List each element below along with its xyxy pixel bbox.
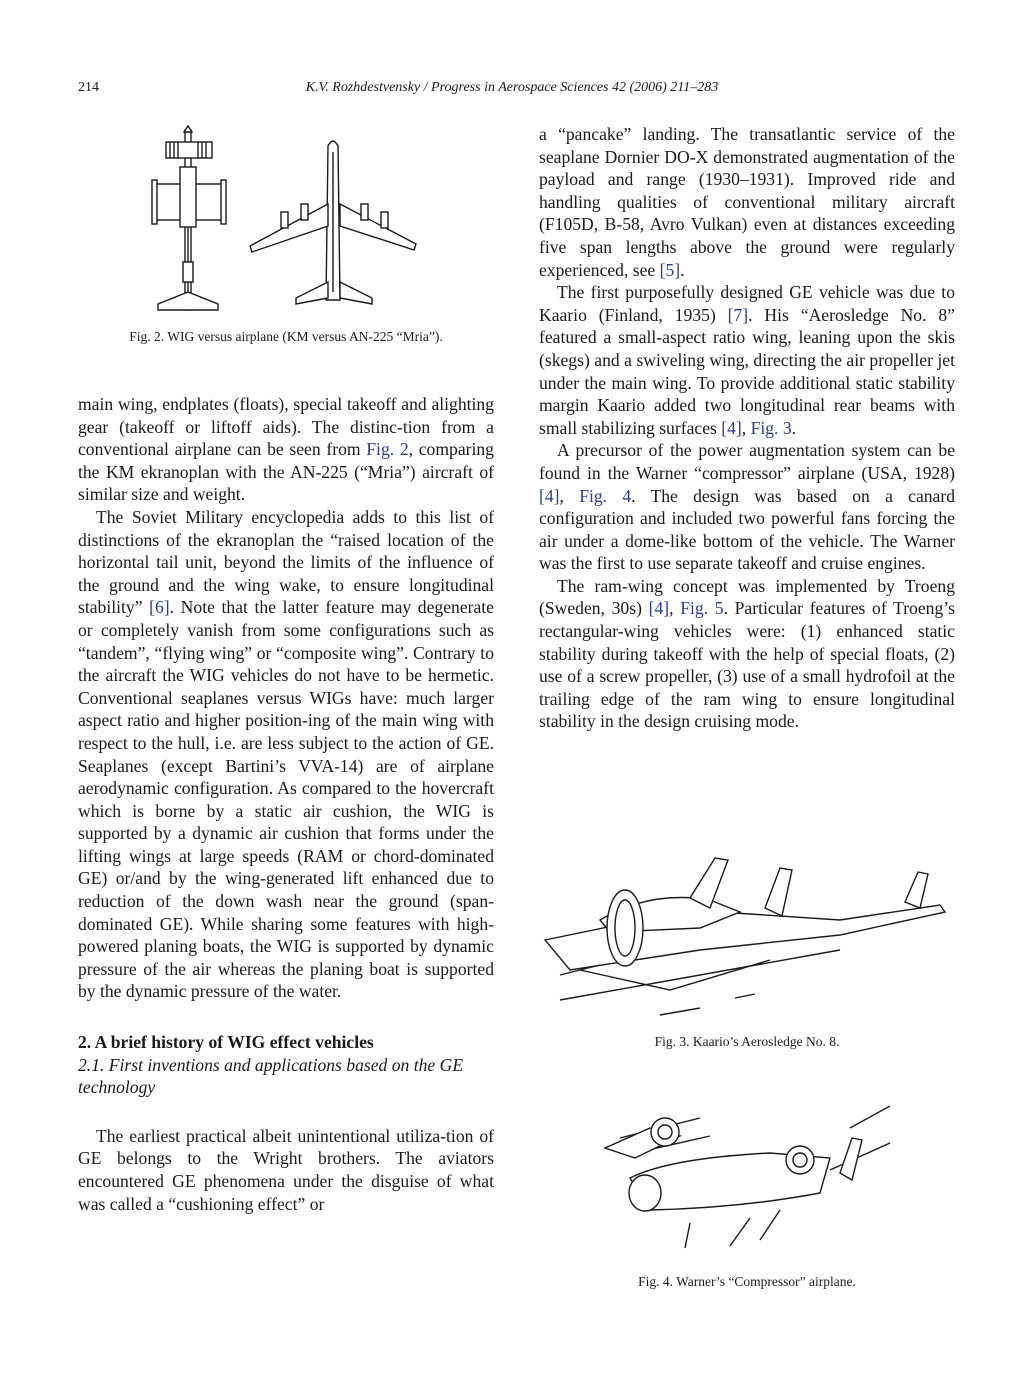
running-title: K.V. Rozhdestvensky / Progress in Aerospace Sciences 42 (2006) 211–283 xyxy=(305,80,719,95)
paragraph: The first purposefully designed GE vehicle was due to Kaario (Finland, 1935) [7]. His “Aerosledge No. 8” featured a small-aspect ratio wing, leaning upon the skis (skegs) and a swiveling wing, directing the air propeller jet under the main wing. To provide additional static stability margin Kaario added two longitudinal rear beams with small stabilizing surfaces [4], Fig. 3. xyxy=(539,282,955,438)
paragraph: The Soviet Military encyclopedia adds to this list of distinctions of the ekranoplan the “raised location of the horizontal tail unit, beyond the limits of the influence of the ground and the wing wake, to ensure longitudinal stability” [6]. Note that the latter feature may degenerate or completely vanish from some configurations such as “tandem”, “flying wing” or “composite wing”. Contrary to the aircraft the WIG vehicles do not have to be hermetic. Conventional seaplanes versus WIGs have: much larger aspect ratio and higher position-ing of the main wing with respect to the hull, i.e. are less subject to the action of GE. Seaplanes (except Bartini’s VVA-14) are of airplane aerodynamic configuration. As compared to the hovercraft which is borne by a static air cushion, the WIG is supported by a dynamic air cushion that forms under the lifting wings at large speeds (RAM or chord-dominated GE) or/and by the wing-generated lift enhanced due to reduction of the down wash near the ground (span-dominated GE). While sharing some features with high-powered planing boats, the WIG is supported by dynamic pressure of the air whereas the planing boat is supported by the dynamic pressure of the water. xyxy=(78,506,494,1002)
citation-4-link[interactable]: [4] xyxy=(648,598,670,619)
ekranoplan-km-drawing xyxy=(152,126,226,310)
fig-5-link[interactable]: Fig. 5 xyxy=(680,598,724,619)
figure-2-drawing xyxy=(150,122,440,312)
an-225-drawing xyxy=(250,141,416,304)
page-number: 214 xyxy=(78,80,99,95)
left-column xyxy=(78,393,494,1215)
fig-4-link[interactable]: Fig. 4 xyxy=(579,485,632,506)
fig-3-link[interactable]: Fig. 3 xyxy=(750,417,792,438)
subsection-heading: 2.1. First inventions and applications based on the GE technology xyxy=(78,1054,464,1098)
citation-6-link[interactable]: [6] xyxy=(149,597,170,618)
figure-2-caption: Fig. 2. WIG versus airplane (KM versus AN-225 “Mria”). xyxy=(129,329,443,344)
paragraph: a “pancake” landing. The transatlantic service of the seaplane Dornier DO-X demonstrated augmentation of the payload and range (1930–1931). Improved ride and handling qualities of conventional military aircraft (F105D, B-58, Avro Vulkan) even at distances exceeding five span lengths above the ground were regularly experienced, see [5]. xyxy=(539,124,955,280)
citation-5-link[interactable]: [5] xyxy=(659,259,681,280)
right-column xyxy=(539,123,955,733)
section-heading: 2. A brief history of WIG effect vehicles xyxy=(78,1032,374,1053)
paragraph: A precursor of the power augmentation system can be found in the Warner “compressor” airplane (USA, 1928) [4], Fig. 4. The design was based on a canard configuration and included two powerful fans forcing the air under a dome-like bottom of the vehicle. The Warner was the first to use separate takeoff and cruise engines. xyxy=(539,440,956,574)
figure-4-drawing xyxy=(590,1098,910,1258)
paragraph: The ram-wing concept was implemented by Troeng (Sweden, 30s) [4], Fig. 5. Particular features of Troeng’s rectangular-wing vehicles were: (1) enhanced static stability during takeoff with the help of special floats, (2) use of a screw propeller, (3) use of a small hydrofoil at the trailing edge of the ram wing to ensure longitudinal stability in the design cruising mode. xyxy=(539,575,955,732)
figure-3-drawing xyxy=(540,850,960,1020)
citation-4-link[interactable]: [4] xyxy=(539,485,560,506)
fig-2-link[interactable]: Fig. 2 xyxy=(366,439,409,460)
citation-7-link[interactable]: [7] xyxy=(727,304,749,325)
citation-4-link[interactable]: [4] xyxy=(721,417,742,438)
paragraph: The earliest practical albeit unintentional utiliza-tion of GE belongs to the Wright brothers. The aviators encountered GE phenomena under the disguise of what was called a “cushioning effect” or xyxy=(78,1125,494,1214)
paragraph: main wing, endplates (floats), special takeoff and alighting gear (takeoff or liftoff aids). The distinc-tion from a conventional airplane can be seen from Fig. 2, comparing the KM ekranoplan with the AN-225 (“Mria”) aircraft of similar size and weight. xyxy=(78,394,494,505)
figure-3-caption: Fig. 3. Kaario’s Aerosledge No. 8. xyxy=(654,1034,840,1049)
figure-4-caption: Fig. 4. Warner’s “Compressor” airplane. xyxy=(638,1274,856,1289)
